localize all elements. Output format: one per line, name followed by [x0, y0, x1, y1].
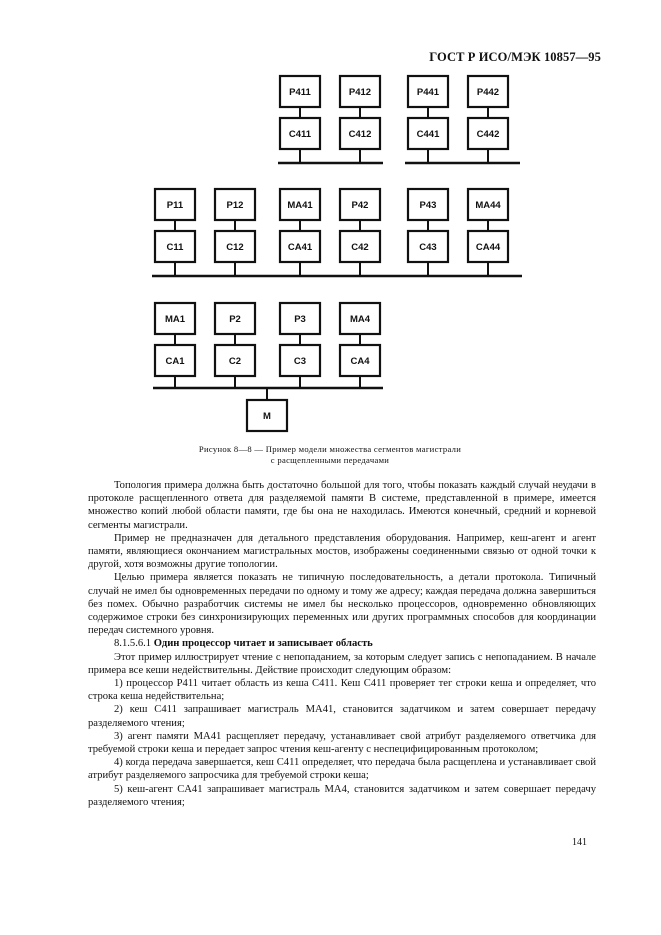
list-item: 4) когда передача завершается, кеш C411 определяет, что передача была расщеплена и устанавливает свой атрибут разделяемого запросчика для требуемой строки кеша;: [88, 757, 596, 782]
section-number: 8.1.5.6.1: [114, 638, 152, 650]
node-ca44-label: CA44: [475, 242, 501, 253]
node-p11-label: P11: [166, 200, 184, 211]
body-text: [88, 479, 596, 809]
node-c3-label: C3: [293, 356, 307, 367]
node-p2-label: P2: [229, 314, 241, 325]
node-ca1-label: CA1: [165, 356, 185, 367]
node-p441-label: P441: [416, 87, 440, 98]
paragraph-example-intro: Этот пример иллюстрирует чтение с непопаданием, за которым следует запись с непопаданием. В начале примера все кеши недействительны. Действие происходит следующим образом:: [88, 651, 596, 676]
section-heading: [88, 637, 596, 650]
node-p442-label: P442: [476, 87, 500, 98]
paragraph-topology: Топология примера должна быть достаточно большой для того, чтобы показать каждый случай неудачи в протоколе расщепленного ответа для разделяемой памяти В системе, представленной в примере, имеется множество копий любой области памяти, где бы она не находилась. Имеются конечный, средний и корневой сегменты магистрали.: [88, 480, 596, 531]
node-c2-label: C2: [228, 356, 242, 367]
list-item: 2) кеш C411 запрашивает магистраль MA41, становится задатчиком и затем совершает передачу разделяемого чтения;: [88, 704, 596, 729]
figure-caption-line2: с расщепленными передачами: [270, 455, 390, 465]
section-title: Один процессор читает и записывает область: [153, 638, 373, 650]
node-c43-label: C43: [419, 242, 437, 253]
node-p412-label: P412: [348, 87, 372, 98]
node-ca41-label: CA41: [287, 242, 313, 253]
node-p3-label: P3: [294, 314, 306, 325]
node-ma4-label: MA4: [349, 314, 371, 325]
list-item: 1) процессор P411 читает область из кеша C411. Кеш C411 проверяет тег строки кеша и определяет, что строка кеша недействительна;: [88, 678, 596, 703]
list-item: 5) кеш-агент CA41 запрашивает магистраль MA4, становится задатчиком и затем совершает передачу разделяемого чтения;: [88, 783, 596, 808]
figure-caption: [150, 444, 510, 466]
paragraph-hardware: Пример не предназначен для детального представления оборудования. Например, кеш-агент и агент памяти, являющиеся окончанием магистральных мостов, изображены соединенными связью от одной точки к другой, хотя возможны другие топологии.: [88, 532, 596, 571]
paragraph-purpose: Целью примера является показать не типичную последовательность, а детали протокола. Типичный случай не имел бы одновременных передачи по одному и тому же адресу; каждая передача должна завершиться без помех. Обычно разработчик системы не имел бы несколько процессоров, одновременно обновляющих содержимое строки без синхронизирующих переменных или других программных способов для координации передач системного уровня.: [88, 572, 596, 637]
node-ma1-label: MA1: [164, 314, 186, 325]
list-item: 3) агент памяти MA41 расщепляет передачу, устанавливает свой атрибут разделяемого ответчика для требуемой строки кеша и передает запрос чтения кеш-агенту с неспецифицированным протоколом;: [88, 730, 596, 756]
node-c441-label: C441: [416, 129, 440, 140]
node-ca4-label: CA4: [350, 356, 370, 367]
node-c12-label: C12: [226, 242, 244, 253]
node-c412-label: C412: [348, 129, 372, 140]
node-c411-label: C411: [288, 129, 312, 140]
node-p43-label: P43: [419, 200, 437, 211]
bus-segments-diagram: [0, 0, 661, 440]
figure-caption-line1: Рисунок 8—8 — Пример модели множества сегментов магистрали: [198, 444, 462, 454]
node-c442-label: C442: [476, 129, 500, 140]
document-header: ГОСТ Р ИСО/МЭК 10857—95: [429, 50, 601, 64]
node-p411-label: P411: [289, 87, 311, 98]
node-p12-label: P12: [226, 200, 244, 211]
node-ma41-label: MA41: [287, 200, 313, 211]
node-memory-label: M: [263, 411, 271, 422]
node-c42-label: C42: [351, 242, 369, 253]
node-c11-label: C11: [166, 242, 184, 253]
node-ma44-label: MA44: [475, 200, 501, 211]
node-p42-label: P42: [351, 200, 369, 211]
page-number: 141: [572, 837, 587, 848]
